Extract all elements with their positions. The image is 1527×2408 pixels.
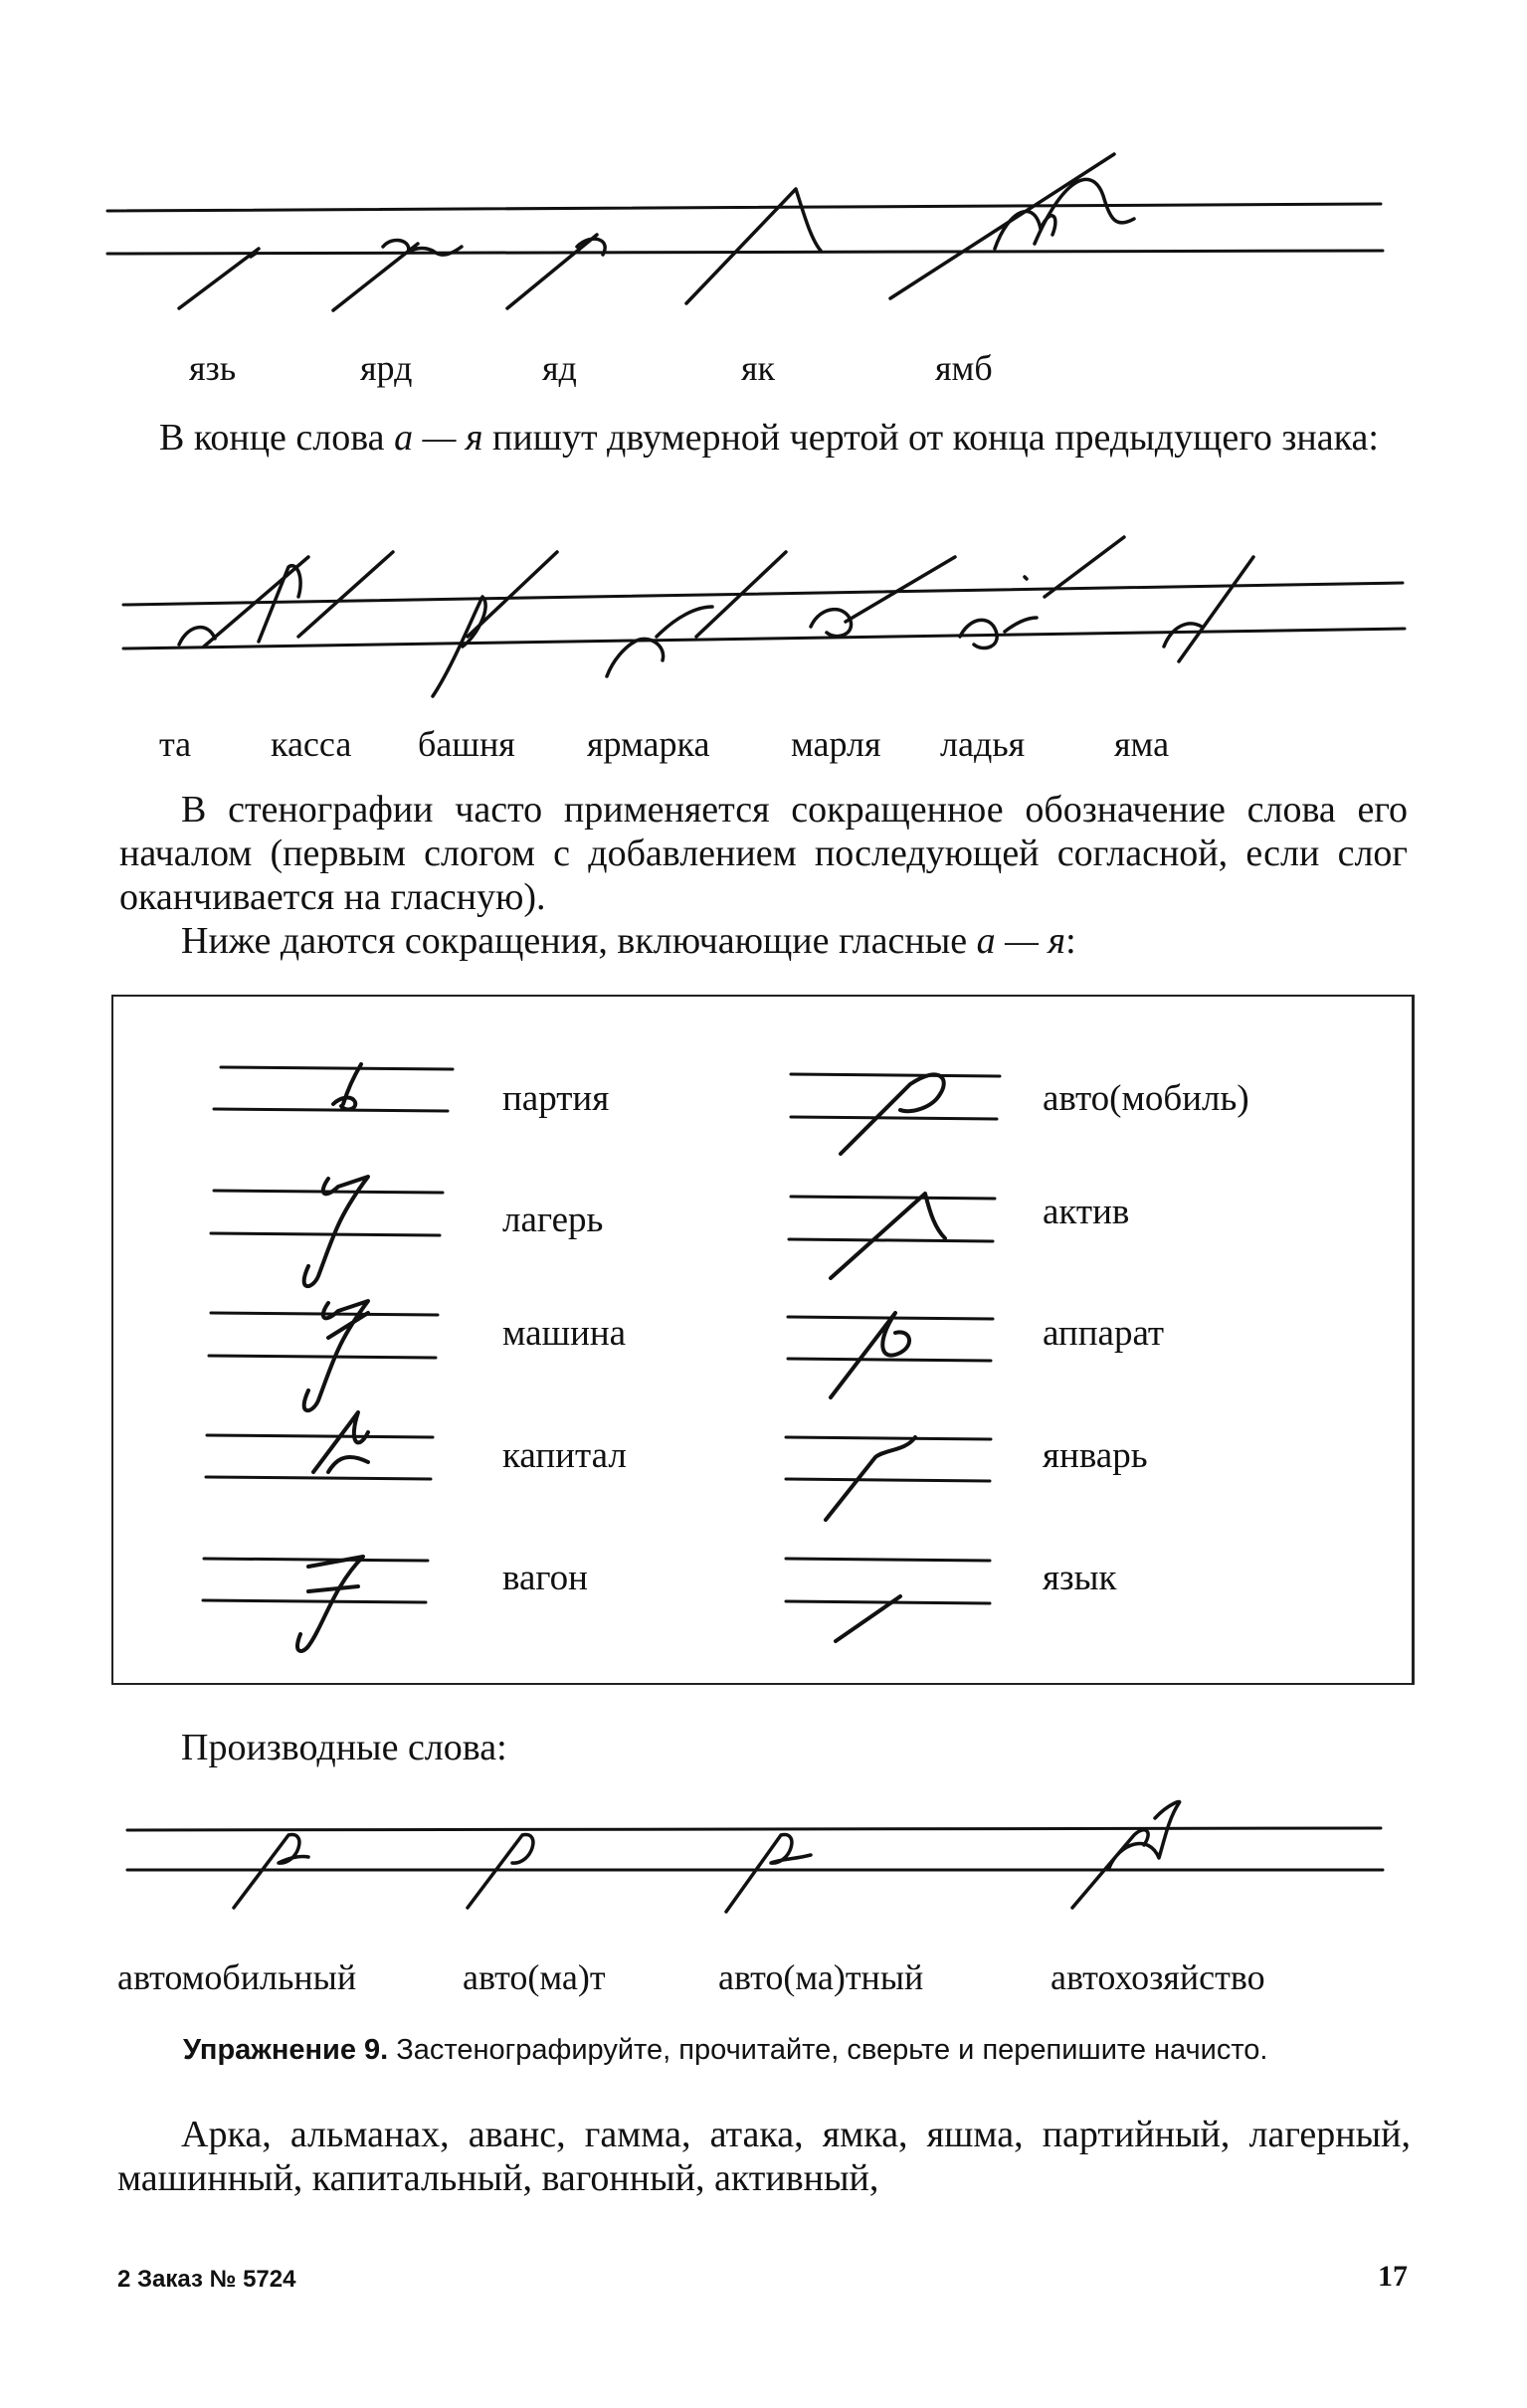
word-label: башня	[418, 724, 515, 764]
abbrev-word: капитал	[502, 1435, 627, 1476]
paragraph	[181, 919, 1415, 963]
word-label: ямб	[935, 348, 993, 388]
paragraph-text: Ниже даются сокращения, включающие гласные	[181, 920, 977, 962]
word-label: автохозяйство	[1050, 1957, 1265, 1997]
word-label: автомобильный	[117, 1957, 357, 1997]
word-label: та	[159, 724, 192, 764]
word-label: яд	[542, 348, 577, 388]
letters-a-ya: а — я	[394, 417, 483, 459]
exercise-instruction	[117, 2032, 1411, 2068]
word-label: ярд	[360, 348, 413, 388]
word-label: язь	[189, 348, 237, 388]
printer-signature: 2 Заказ № 5724	[117, 2266, 296, 2293]
page-number: 17	[1378, 2260, 1408, 2293]
word-label: марля	[791, 724, 881, 764]
paragraph-text: В конце слова	[159, 417, 395, 459]
abbrev-word: авто(мобиль)	[1043, 1078, 1249, 1119]
shorthand-row1	[179, 154, 1134, 310]
word-label: яма	[1114, 724, 1170, 764]
word-label: ладья	[940, 724, 1026, 764]
word-label: ярмарка	[587, 724, 710, 764]
shorthand-derived	[234, 1802, 1180, 1912]
abbrev-word: актив	[1043, 1192, 1130, 1232]
abbrev-word: язык	[1043, 1558, 1117, 1598]
ruled-lines-derived	[127, 1828, 1383, 1870]
letters-a-ya: а — я	[976, 920, 1066, 962]
exercise-words: Арка, альманах, аванс, гамма, атака, ямка, яшма, партийный, лагерный, машинный, капитальный, вагонный, активный,	[117, 2114, 1411, 2199]
abbrev-word: партия	[502, 1078, 610, 1119]
exercise-instruction-text: Застенографируйте, прочитайте, сверьте и перепишите начисто.	[388, 2034, 1268, 2066]
ruled-lines-row1	[107, 204, 1383, 254]
word-label: касса	[271, 724, 352, 764]
paragraph	[159, 416, 1408, 460]
section-heading: Производные слова:	[181, 1727, 507, 1768]
word-label: як	[741, 348, 776, 388]
abbrev-word: лагерь	[502, 1200, 604, 1240]
word-label: авто(ма)т	[463, 1957, 606, 1997]
paragraph-text: пишут двумерной чертой от конца предыдущего знака:	[482, 417, 1379, 459]
shorthand-row2	[179, 537, 1253, 696]
paragraph-text: :	[1065, 920, 1076, 962]
abbrev-word: январь	[1043, 1435, 1148, 1476]
exercise-label: Упражнение 9.	[183, 2034, 389, 2066]
word-label: авто(ма)тный	[718, 1957, 924, 1997]
paragraph: В стенографии часто применяется сокращенное обозначение слова его началом (первым слогом с добавлением последующей согласной, если слог оканчивается на гласную).	[119, 789, 1408, 918]
abbrev-word: машина	[502, 1313, 627, 1354]
abbrev-word: аппарат	[1043, 1313, 1165, 1354]
abbrev-word: вагон	[502, 1558, 588, 1598]
